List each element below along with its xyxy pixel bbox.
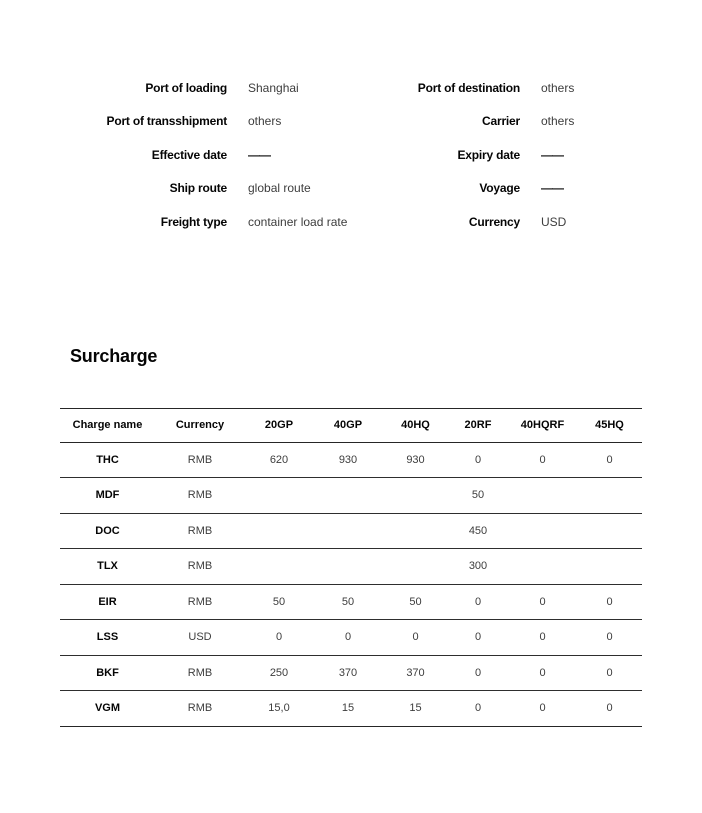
port-of-loading-value: Shanghai [248, 80, 299, 95]
expiry-date-label: Expiry date [457, 147, 520, 162]
expiry-date-value: —— [541, 147, 563, 162]
field-row [0, 172, 702, 206]
rate-cell: 370 [338, 666, 358, 679]
col-header-charge-name: Charge name [72, 419, 143, 431]
currency-value: USD [541, 214, 567, 229]
table-row-thc [60, 442, 642, 478]
rate-cell [313, 478, 383, 514]
currency-cell: RMB [187, 453, 213, 466]
charge-name-cell: BKF [96, 666, 119, 679]
charge-name-cell: THC [96, 453, 119, 466]
table-header-row [60, 408, 642, 442]
col-header-45hq: 45HQ [595, 419, 624, 431]
rate-cell [383, 513, 448, 549]
table-row-bkf [60, 655, 642, 691]
currency-cell: RMB [187, 524, 213, 537]
rate-cell: 0 [606, 666, 613, 679]
rate-cell: 15 [341, 702, 355, 715]
voyage-value: —— [541, 181, 563, 196]
table-row-tlx [60, 549, 642, 585]
table-row-eir [60, 584, 642, 620]
rate-cell: 0 [539, 631, 546, 644]
rate-cell: 0 [474, 666, 482, 679]
effective-date-label: Effective date [151, 147, 227, 162]
ship-route-label: Ship route [169, 181, 227, 196]
rate-cell: 450 [468, 524, 488, 537]
rate-cell: 0 [474, 453, 482, 466]
rate-cell [508, 478, 577, 514]
port-of-destination-label: Port of destination [417, 80, 520, 95]
table-row-vgm [60, 691, 642, 727]
rate-cell: 0 [539, 666, 546, 679]
rate-cell: 0 [474, 595, 482, 608]
rate-cell: 0 [606, 631, 613, 644]
col-header-20gp: 20GP [264, 419, 294, 431]
carrier-value: others [541, 114, 575, 129]
rate-cell: 620 [269, 453, 289, 466]
rate-cell: 0 [275, 631, 283, 644]
freight-type-label: Freight type [160, 214, 227, 229]
rate-cell [245, 549, 313, 585]
rate-cell [577, 478, 642, 514]
charge-name-cell: DOC [95, 524, 120, 537]
rate-cell [245, 478, 313, 514]
table-row-lss [60, 620, 642, 656]
port-of-transshipment-label: Port of transshipment [106, 114, 227, 129]
rate-cell: 0 [539, 702, 546, 715]
rate-cell: 0 [606, 453, 613, 466]
rate-cell [508, 513, 577, 549]
freight-type-value: container load rate [248, 214, 348, 229]
rate-cell: 0 [344, 631, 352, 644]
rate-cell: 15 [409, 702, 422, 715]
rate-cell: 0 [412, 631, 419, 644]
field-row [0, 105, 702, 139]
col-header-currency: Currency [175, 419, 225, 431]
field-row [0, 138, 702, 172]
rate-cell: 0 [474, 702, 482, 715]
rate-cell: 15,0 [268, 702, 290, 715]
effective-date-value: —— [248, 147, 270, 162]
rate-cell: 0 [539, 595, 546, 608]
rate-cell: 50 [341, 595, 355, 608]
charge-name-cell: VGM [94, 702, 121, 715]
rate-cell [508, 549, 577, 585]
currency-cell: USD [188, 631, 212, 644]
charge-name-cell: LSS [96, 631, 119, 644]
rate-cell: 930 [338, 453, 358, 466]
rate-cell: 50 [272, 595, 286, 608]
rate-cell: 300 [468, 560, 488, 573]
rate-cell: 0 [474, 631, 482, 644]
port-of-destination-value: others [541, 80, 575, 95]
currency-label: Currency [468, 214, 520, 229]
rate-cell: 0 [606, 595, 613, 608]
surcharge-table [60, 408, 642, 727]
currency-cell: RMB [187, 489, 213, 502]
rate-cell: 370 [406, 666, 425, 679]
rate-cell [313, 549, 383, 585]
rate-cell: 50 [409, 595, 422, 608]
field-row [0, 71, 702, 105]
rate-cell [313, 513, 383, 549]
col-header-40gp: 40GP [333, 419, 363, 431]
rate-cell [245, 513, 313, 549]
table-row-mdf [60, 478, 642, 514]
currency-cell: RMB [187, 595, 213, 608]
rate-cell [383, 478, 448, 514]
rate-cell: 250 [269, 666, 289, 679]
carrier-label: Carrier [482, 114, 520, 129]
rate-cell: 0 [606, 702, 613, 715]
col-header-40hq: 40HQ [401, 419, 430, 431]
table-row-doc [60, 513, 642, 549]
col-header-40hqrf: 40HQRF [520, 419, 565, 431]
port-of-transshipment-value: others [248, 114, 282, 129]
rate-cell: 50 [471, 489, 485, 502]
rate-cell [577, 513, 642, 549]
field-row [0, 205, 702, 239]
voyage-label: Voyage [479, 181, 520, 196]
currency-cell: RMB [187, 702, 213, 715]
col-header-20rf: 20RF [464, 419, 492, 431]
freight-details-form [0, 0, 702, 239]
ship-route-value: global route [248, 181, 311, 196]
rate-cell [577, 549, 642, 585]
charge-name-cell: MDF [95, 489, 120, 502]
currency-cell: RMB [187, 560, 213, 573]
rate-cell: 930 [406, 453, 425, 466]
charge-name-cell: EIR [98, 595, 117, 608]
charge-name-cell: TLX [97, 560, 118, 573]
rate-cell: 0 [539, 453, 546, 466]
rate-cell [383, 549, 448, 585]
port-of-loading-label: Port of loading [145, 80, 227, 95]
surcharge-heading: Surcharge [70, 345, 158, 366]
currency-cell: RMB [187, 666, 213, 679]
